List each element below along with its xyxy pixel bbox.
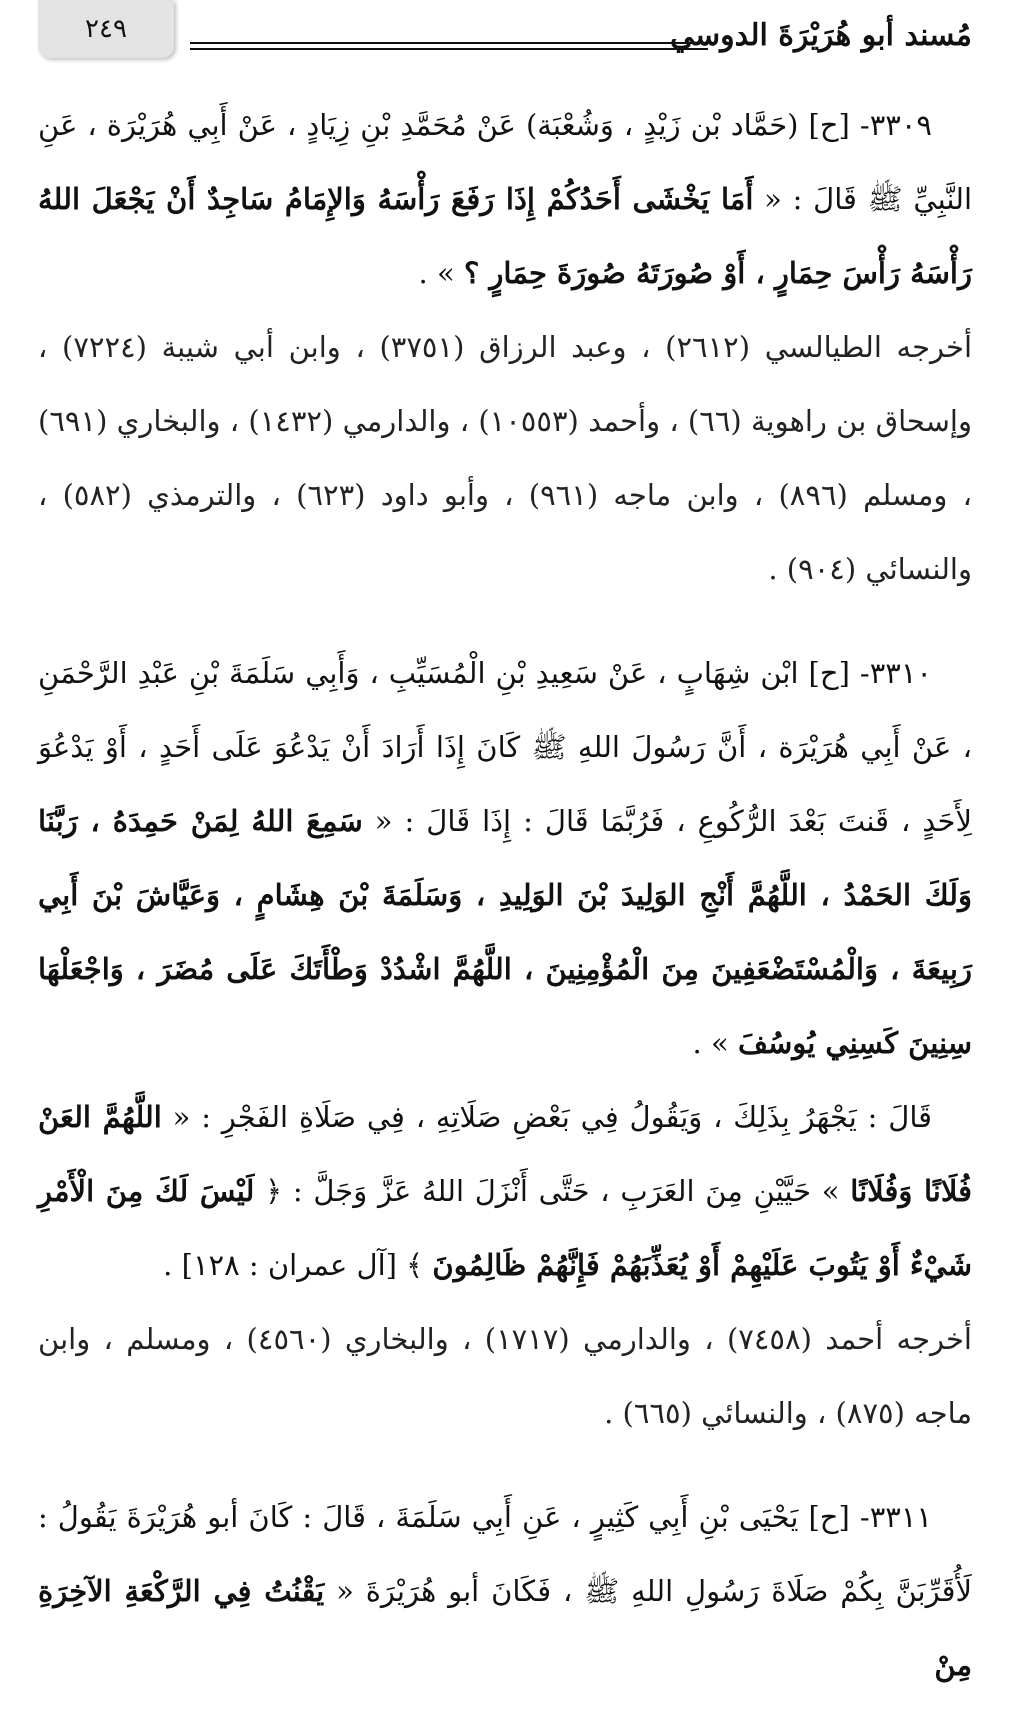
- takhrij-note: أخرجه الطيالسي (٢٦١٢) ، وعبد الرزاق (٣٧٥١) ، وابن أبي شيبة (٧٢٢٤) ، وإسحاق بن راهوية (٦٦) ، وأحمد (١٠٥٥٣) ، والدارمي (١٤٣٢) ، والبخاري (٦٩١) ، ومسلم (٨٩٦) ، وابن ماجه (٩٦١) ، وأبو داود (٦٢٣) ، والترمذي (٥٨٢) ، والنسائي (٩٠٤) .: [38, 330, 972, 586]
- continuation-intro: قَالَ : يَجْهَرُ بِذَلِكَ ، وَيَقُولُ فِي بَعْضِ صَلَاتِهِ ، فِي صَلَاةِ الفَجْرِ : «: [172, 1100, 933, 1134]
- page-header: [38, 0, 972, 68]
- hadith-isnad: يَحْيَى بْنِ أَبِي كَثِيرٍ ، عَنِ أَبِي سَلَمَةَ ، قَالَ : كَانَ أبو هُرَيْرَةَ يَقُولُ : لَأُقَرِّبَنَّ بِكُمْ صَلَاةَ رَسُولِ اللهِ ﷺ ، فَكَانَ أبو هُرَيْرَةَ «: [38, 1500, 973, 1608]
- hadith-closing: » .: [692, 1026, 729, 1060]
- hadith-tag: [ح]: [808, 108, 850, 142]
- hadith-3309: [38, 88, 972, 606]
- quran-verse: لَيْسَ لَكَ مِنَ الْأَمْرِ شَيْءٌ أَوْ يَتُوبَ عَلَيْهِمْ أَوْ يُعَذِّبَهُمْ فَإِنَّهُمْ ظَالِمُونَ: [38, 1174, 972, 1282]
- hadith-3310: [38, 636, 972, 1450]
- header-rule: [190, 42, 708, 44]
- page-number: ٢٤٩: [85, 14, 127, 44]
- hadith-number: ٣٣٠٩-: [859, 108, 933, 142]
- hadith-text: [38, 636, 972, 1080]
- hadith-isnad: ابْن شِهَابٍ ، عَنْ سَعِيدِ بْنِ الْمُسَيِّبِ ، وَأَبِي سَلَمَةَ بْنِ عَبْدِ الرَّحْمَنِ ، عَنْ أَبِي هُرَيْرَة ، أَنَّ رَسُولَ اللهِ ﷺ كَانَ إِذَا أَرَادَ أَنْ يَدْعُوَ عَلَى أَحَدٍ ، أَوْ يَدْعُوَ لِأَحَدٍ ، قَنتَ بَعْدَ الرُّكُوعِ ، فَرُبَّمَا قَالَ : إِذَا قَالَ : «: [38, 656, 972, 838]
- hadith-number: ٣٣١٠-: [859, 656, 933, 690]
- hadith-text: [38, 88, 972, 310]
- hadith-continuation: [38, 1080, 972, 1302]
- hadith-tag: [ح]: [808, 1500, 850, 1534]
- page-content: [38, 88, 972, 1732]
- hadith-matn: أَمَا يَخْشَى أَحَدُكُمْ إِذَا رَفَعَ رَأْسَهُ وَالإِمَامُ سَاجِدٌ أَنْ يَجْعَلَ اللهُ رَأْسَهُ رَأْسَ حِمَارٍ ، أَوْ صُورَتَهُ صُورَةَ حِمَارٍ ؟: [38, 182, 972, 290]
- continuation-dua: اللَّهُمَّ العَنْ فُلَانًا وَفُلَانًا: [38, 1100, 973, 1208]
- running-title: مُسند أبو هُرَيْرَةَ الدوسي: [670, 18, 972, 53]
- takhrij-note: أخرجه أحمد (٧٤٥٨) ، والدارمي (١٧١٧) ، والبخاري (٤٥٦٠) ، ومسلم ، وابن ماجه (٨٧٥) ، والنسائي (٦٦٥) .: [38, 1322, 972, 1430]
- hadith-isnad: (حَمَّاد بْن زَيْدٍ ، وَشُعْبَة) عَنْ مُحَمَّدِ بْنِ زِيَادٍ ، عَنْ أَبِي هُرَيْرَة ، عَنِ النَّبِيِّ ﷺ قَالَ : «: [38, 108, 972, 216]
- hadith-matn: سَمِعَ اللهُ لِمَنْ حَمِدَهُ ، رَبَّنَا وَلَكَ الحَمْدُ ، اللَّهُمَّ أَنْجِ الوَلِيدَ بْنَ الوَلِيدِ ، وَسَلَمَةَ بْنَ هِشَامٍ ، وَعَيَّاشَ بْنَ أَبِي رَبِيعَةَ ، وَالْمُسْتَضْعَفِينَ مِنَ الْمُؤْمِنِينَ ، اللَّهُمَّ اشْدُدْ وَطْأَتَكَ عَلَى مُضَرَ ، وَاجْعَلْهَا سِنِينَ كَسِنِي يُوسُفَ: [38, 804, 972, 1060]
- hadith-text: [38, 1480, 972, 1702]
- hadith-closing: » .: [418, 256, 455, 290]
- page-number-tab: [38, 0, 174, 58]
- header-rule-double: [190, 48, 708, 50]
- continuation-mid: » حَيَّيْنِ مِنَ العَرَبِ ، حَتَّى أَنْزَلَ اللهُ عَزَّ وَجَلَّ : ﴿: [265, 1174, 840, 1208]
- hadith-tag: [ح]: [808, 656, 850, 690]
- hadith-number: ٣٣١١-: [859, 1500, 932, 1534]
- quran-reference: ﴾ [آل عمران : ١٢٨] .: [163, 1248, 424, 1282]
- hadith-matn: يَقْنُتُ فِي الرَّكْعَةِ الآخِرَةِ مِنْ: [38, 1574, 972, 1682]
- hadith-3311: [38, 1480, 972, 1702]
